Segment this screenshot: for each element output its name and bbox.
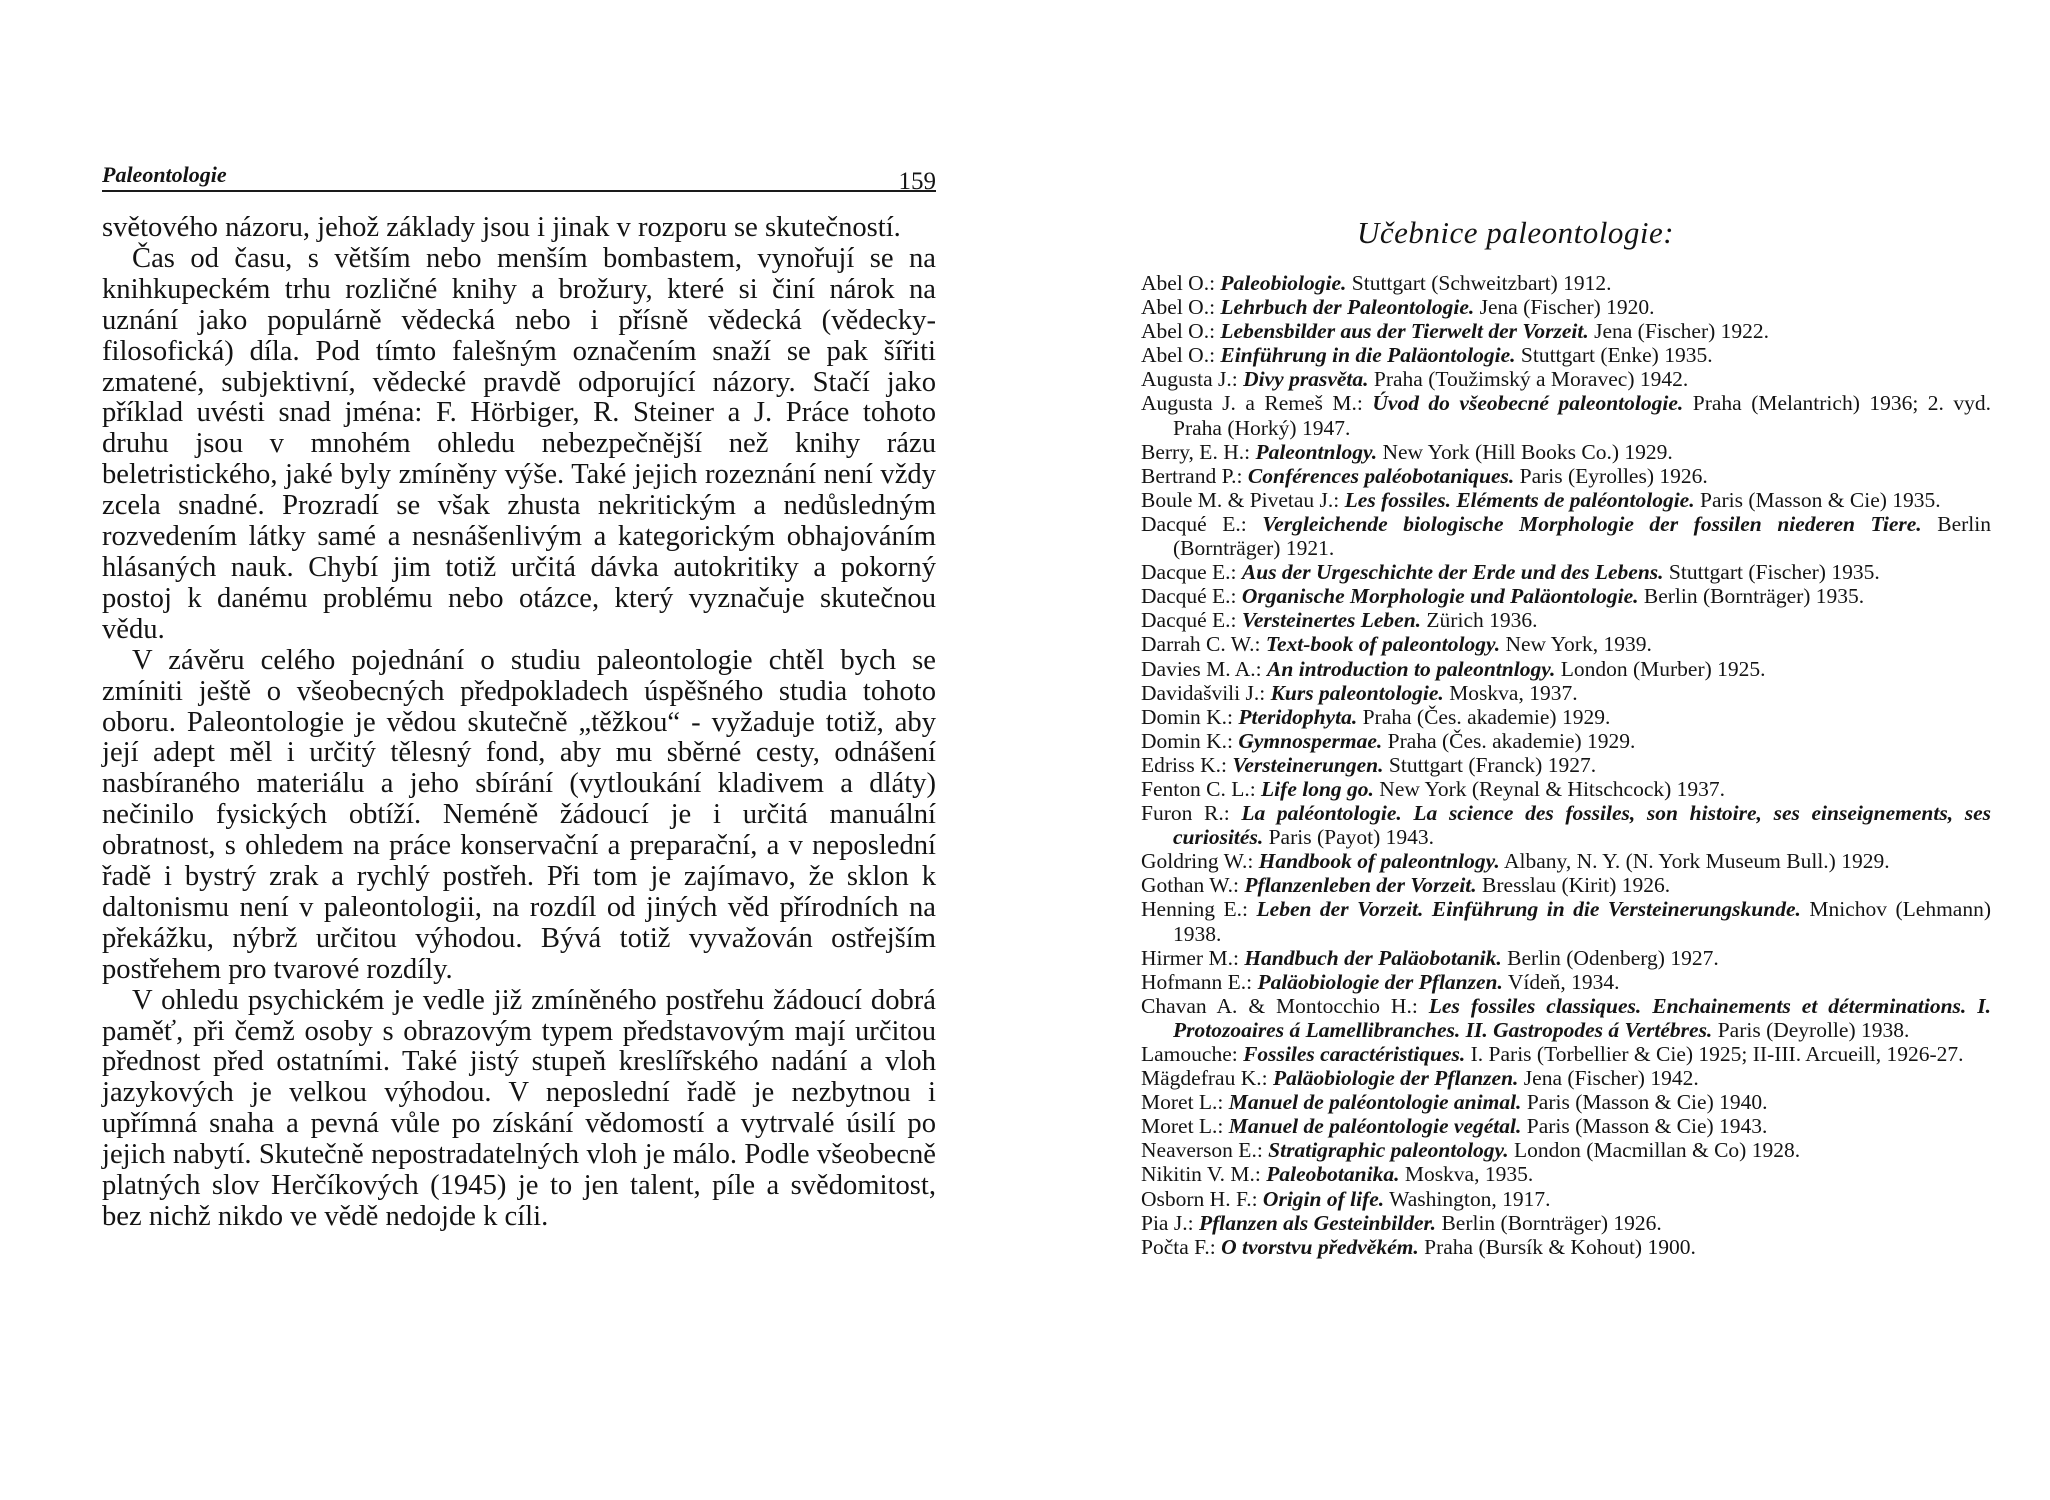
entry-title: Paläobiologie der Pflanzen. (1257, 969, 1503, 994)
bibliography-entry (1141, 657, 1991, 681)
entry-author: Nikitin V. M.: (1141, 1162, 1261, 1187)
paragraph: světového názoru, jehož základy jsou i jinak v rozporu se skutečností. (102, 212, 901, 243)
entry-title: Divy prasvěta. (1243, 367, 1369, 392)
entry-author: Berry, E. H.: (1141, 439, 1251, 464)
bibliography-entry (1141, 705, 1991, 729)
entry-author: Chavan A. & Montocchio H.: (1141, 993, 1418, 1018)
entry-publication: Paris (Eyrolles) 1926. (1519, 463, 1708, 488)
entry-publication: Jena (Fischer) 1922. (1594, 319, 1770, 344)
entry-publication: New York (Reynal & Hitschcock) 1937. (1379, 776, 1726, 801)
bibliography-entry (1141, 729, 1991, 753)
entry-author: Furon R.: (1141, 801, 1230, 826)
entry-title: Les fossiles classiques. Enchainements et déterminations. I. Protozoaires á Lamellibranches. II. Gastropodes á Vertébres. (1173, 993, 1992, 1042)
entry-title: Úvod do všeobecné paleontologie. (1372, 391, 1684, 416)
bibliography-entry (1141, 1066, 1991, 1090)
entry-title: Aus der Urgeschichte der Erde und des Lebens. (1241, 560, 1664, 585)
entry-publication: Praha (Čes. akademie) 1929. (1362, 704, 1611, 729)
entry-title: Gymnospermae. (1238, 728, 1383, 753)
entry-publication: Berlin (Odenberg) 1927. (1507, 945, 1719, 970)
entry-publication: Jena (Fischer) 1942. (1523, 1066, 1699, 1091)
entry-author: Mägdefrau K.: (1141, 1066, 1268, 1091)
entry-title: Pflanzenleben der Vorzeit. (1244, 873, 1477, 898)
entry-author: Dacqué E.: (1141, 584, 1237, 609)
paragraph: Čas od času, s větším nebo menším bombastem, vynořují se na knihkupeckém trhu rozličné knihy a brožury, které si činí nárok na uznání jako populárně vědecká nebo i přísně vědecká (vědecky-filosofická) díla. Pod tímto falešným označením snaží se pak šířiti zmatené, subjektivní, vědecké pravdě odporující názory. Stačí jako příklad uvésti snad jména: F. Hörbiger, R. Steiner a J. Práce tohoto druhu jsou v mnohém ohledu nebezpečnější než knihy rázu beletristického, jaké byly zmíněny výše. Také jejich rozeznání není vždy zcela snadné. Prozradí se však zhusta nekritickým a nedůsledným rozvedením látky samé a nesnášenlivým a kategorickým obhajováním hlásaných nauk. Chybí jim totiž určitá dávka autokritiky a pokorný postoj k danému problému nebo otázce, který vyznačuje skutečnou vědu. (102, 242, 936, 645)
entry-author: Osborn H. F.: (1141, 1186, 1258, 1211)
entry-publication: Mnichov (Lehmann) 1938. (1173, 897, 1992, 946)
entry-author: Goldring W.: (1141, 849, 1254, 874)
entry-title: An introduction to paleontnlogy. (1267, 656, 1556, 681)
entry-title: O tvorstvu předvěkém. (1221, 1234, 1419, 1259)
entry-title: Manuel de paléontologie vegétal. (1228, 1114, 1522, 1139)
entry-publication: Praha (Čes. akademie) 1929. (1387, 728, 1636, 753)
entry-publication: Albany, N. Y. (N. York Museum Bull.) 1929. (1503, 849, 1890, 874)
entry-author: Hirmer M.: (1141, 945, 1239, 970)
entry-title: Handbuch der Paläobotanik. (1244, 945, 1502, 970)
entry-author: Gothan W.: (1141, 873, 1239, 898)
entry-author: Abel O.: (1141, 343, 1216, 368)
bibliography-heading (1025, 215, 2050, 251)
bibliography-entry (1141, 1187, 1991, 1211)
entry-author: Moret L.: (1141, 1114, 1224, 1139)
bibliography-entry (1141, 946, 1991, 970)
entry-publication: Praha (Melantrich) 1936; 2. vyd. Praha (Horký) 1947. (1173, 391, 1992, 440)
bibliography-entry (1141, 753, 1991, 777)
entry-publication: Zürich 1936. (1426, 608, 1538, 633)
entry-title: Versteinertes Leben. (1241, 608, 1422, 633)
entry-author: Hofmann E.: (1141, 969, 1253, 994)
entry-title: Paläobiologie der Pflanzen. (1272, 1066, 1519, 1091)
bibliography-entry (1141, 367, 1991, 391)
entry-publication: Washington, 1917. (1389, 1186, 1551, 1211)
entry-author: Darrah C. W.: (1141, 632, 1261, 657)
entry-title: Paleobiologie. (1220, 271, 1347, 295)
entry-title: Leben der Vorzeit. Einführung in die Versteinerungskunde. (1256, 897, 1801, 922)
paragraph: V ohledu psychickém je vedle již zmíněného postřehu žádoucí dobrá paměť, při čemž osoby s obrazovým typem představovým mají určitou přednost před ostatními. Také jistý stupeň kreslířského nadání a vloh jazykových je velkou výhodou. V neposlední řadě je nezbytnou i upřímná snaha a pevná vůle po získání vědomostí a vytrvalé úsilí po jejich nabytí. Skutečně nepostradatelných vloh je málo. Podle všeobecně platných slov Herčíkových (1945) je to jen talent, píle a svědomitost, bez nichž nikdo ve vědě nedojde k cíli. (102, 984, 936, 1232)
entry-title: Organische Morphologie und Paläontologie. (1241, 584, 1639, 609)
body-text (102, 213, 936, 1233)
entry-publication: New York (Hill Books Co.) 1929. (1382, 439, 1673, 464)
bibliography-entry (1141, 440, 1991, 464)
entry-publication: Berlin (Bornträger) 1921. (1173, 511, 1992, 561)
bibliography-heading-text: Učebnice paleontologie: (1356, 215, 1675, 250)
entry-author: Abel O.: (1141, 295, 1216, 320)
entry-author: Davidašvili J.: (1141, 680, 1266, 705)
bibliography-entry (1141, 343, 1991, 367)
entry-author: Pia J.: (1141, 1210, 1194, 1235)
entry-title: Origin of life. (1262, 1186, 1385, 1211)
entry-author: Augusta J. a Remeš M.: (1141, 391, 1363, 416)
bibliography-entry (1141, 801, 1991, 849)
entry-title: Life long go. (1261, 776, 1374, 801)
bibliography-entry (1141, 681, 1991, 705)
entry-publication: Paris (Masson & Cie) 1943. (1526, 1114, 1768, 1139)
entry-publication: Stuttgart (Schweitzbart) 1912. (1351, 271, 1612, 295)
entry-author: Domin K.: (1141, 704, 1233, 729)
entry-publication: Moskva, 1937. (1449, 680, 1578, 705)
entry-publication: Paris (Masson & Cie) 1935. (1699, 487, 1941, 512)
entry-author: Bertrand P.: (1141, 463, 1243, 488)
bibliography-entry (1141, 1138, 1991, 1162)
paragraph: V závěru celého pojednání o studiu paleontologie chtěl bych se zmíniti ještě o všeobecných předpokladech úspěšného studia tohoto oboru. Paleontologie je vědou skutečně „těžkou“ - vyžaduje totiž, aby její adept měl i určitý tělesný fond, aby mu sběrné cesty, odnášení nasbíraného materiálu a jeho sbírání (vytloukání kladivem a dláty) nečinilo fysických obtíží. Neméně žádoucí je i určitá manuální obratnost, s ohledem na práce konservační a preparační, a v neposlední řadě i bystrý zrak a rychlý postřeh. Při tom je zajímavo, že sklon k daltonismu není v paleontologii, na rozdíl od jiných věd přírodních na překážku, nýbrž určitou výhodou. Bývá totiž vyvažován ostřejším postřehem pro tvarové rozdíly. (102, 644, 936, 985)
entry-title: Manuel de paléontologie animal. (1228, 1090, 1522, 1115)
entry-publication: Stuttgart (Franck) 1927. (1388, 752, 1597, 777)
entry-author: Edriss K.: (1141, 752, 1227, 777)
bibliography-entry (1141, 777, 1991, 801)
bibliography-entry (1141, 632, 1991, 656)
entry-publication: London (Murber) 1925. (1560, 656, 1766, 681)
bibliography-entry (1141, 271, 1991, 295)
bibliography-entry (1141, 970, 1991, 994)
entry-publication: Stuttgart (Enke) 1935. (1520, 343, 1713, 368)
entry-author: Boule M. & Pivetau J.: (1141, 487, 1340, 512)
entry-title: La paléontologie. La science des fossiles, son histoire, ses einseignements, ses curiosités. (1173, 801, 1991, 850)
entry-publication: Praha (Toužimský a Moravec) 1942. (1373, 367, 1689, 392)
bibliography-entry (1141, 1211, 1991, 1235)
running-head (102, 156, 936, 195)
bibliography-entry (1141, 512, 1991, 560)
entry-publication: Paris (Deyrolle) 1938. (1717, 1017, 1910, 1042)
bibliography-entry (1141, 1114, 1991, 1138)
entry-publication: Praha (Bursík & Kohout) 1900. (1424, 1234, 1696, 1259)
entry-author: Lamouche: (1141, 1042, 1238, 1066)
bibliography-entry (1141, 488, 1991, 512)
entry-title: Lebensbilder aus der Tierwelt der Vorzeit. (1220, 319, 1589, 344)
entry-publication: Jena (Fischer) 1920. (1479, 295, 1655, 320)
bibliography-entry (1141, 464, 1991, 488)
bibliography-entry (1141, 994, 1991, 1042)
entry-publication: London (Macmillan & Co) 1928. (1514, 1138, 1801, 1163)
entry-author: Dacque E.: (1141, 560, 1237, 585)
entry-author: Dacqué E.: (1141, 608, 1237, 633)
bibliography-entry (1141, 1090, 1991, 1114)
entry-publication: Moskva, 1935. (1404, 1162, 1534, 1187)
bibliography-entry (1141, 608, 1991, 632)
entry-title: Versteinerungen. (1232, 752, 1384, 777)
entry-author: Neaverson E.: (1141, 1138, 1263, 1163)
entry-author: Davies M. A.: (1141, 656, 1262, 681)
entry-title: Handbook of paleontnlogy. (1258, 849, 1500, 874)
entry-author: Domin K.: (1141, 728, 1233, 753)
running-title: Paleontologie (102, 162, 227, 187)
entry-author: Počta F.: (1141, 1234, 1216, 1259)
bibliography-entry (1141, 897, 1991, 945)
entry-title: Pteridophyta. (1238, 704, 1358, 729)
entry-title: Kurs paleontologie. (1270, 680, 1444, 705)
bibliography-entry (1141, 1235, 1991, 1259)
entry-publication: Paris (Masson & Cie) 1940. (1526, 1090, 1768, 1115)
entry-title: Vergleichende biologische Morphologie der fossilen niederen Tiere. (1262, 511, 1922, 536)
entry-title: Les fossiles. Eléments de paléontologie. (1344, 487, 1695, 512)
entry-title: Stratigraphic paleontology. (1268, 1138, 1509, 1163)
entry-title: Paleobotanika. (1266, 1162, 1400, 1187)
entry-author: Augusta J.: (1141, 367, 1238, 392)
bibliography-entry (1141, 391, 1991, 439)
entry-publication: New York, 1939. (1505, 632, 1652, 657)
entry-author: Abel O.: (1141, 319, 1216, 344)
bibliography-entry (1141, 1042, 1991, 1066)
right-page (1025, 0, 2050, 1500)
entry-publication: Paris (Payot) 1943. (1268, 825, 1434, 850)
bibliography-entry (1141, 873, 1991, 897)
bibliography-entry (1141, 319, 1991, 343)
entry-publication: Stuttgart (Fischer) 1935. (1668, 560, 1880, 585)
entry-title: Fossiles caractéristiques. (1243, 1042, 1466, 1066)
bibliography-entry (1141, 1162, 1991, 1186)
entry-author: Fenton C. L.: (1141, 776, 1256, 801)
page-number: 159 (898, 168, 936, 195)
bibliography-entry (1141, 560, 1991, 584)
entry-publication: Vídeň, 1934. (1507, 969, 1620, 994)
entry-publication: I. Paris (Torbellier & Cie) 1925; II-III. Arcueill, 1926-27. (1470, 1042, 1964, 1066)
entry-title: Paleontnlogy. (1255, 439, 1378, 464)
entry-title: Pflanzen als Gesteinbilder. (1198, 1210, 1437, 1235)
entry-author: Henning E.: (1141, 897, 1249, 922)
entry-publication: Berlin (Bornträger) 1926. (1441, 1210, 1662, 1235)
entry-author: Abel O.: (1141, 271, 1216, 295)
bibliography-entry (1141, 295, 1991, 319)
bibliography-list (1141, 271, 1991, 1259)
entry-title: Conférences paléobotaniques. (1247, 463, 1515, 488)
entry-title: Text-book of paleontology. (1265, 632, 1501, 657)
entry-author: Dacqué E.: (1141, 511, 1247, 536)
entry-title: Lehrbuch der Paleontologie. (1220, 295, 1475, 320)
entry-title: Einführung in die Paläontologie. (1220, 343, 1516, 368)
entry-publication: Bresslau (Kirit) 1926. (1482, 873, 1671, 898)
bibliography-entry (1141, 584, 1991, 608)
entry-author: Moret L.: (1141, 1090, 1224, 1115)
bibliography-entry (1141, 849, 1991, 873)
entry-publication: Berlin (Bornträger) 1935. (1643, 584, 1865, 609)
